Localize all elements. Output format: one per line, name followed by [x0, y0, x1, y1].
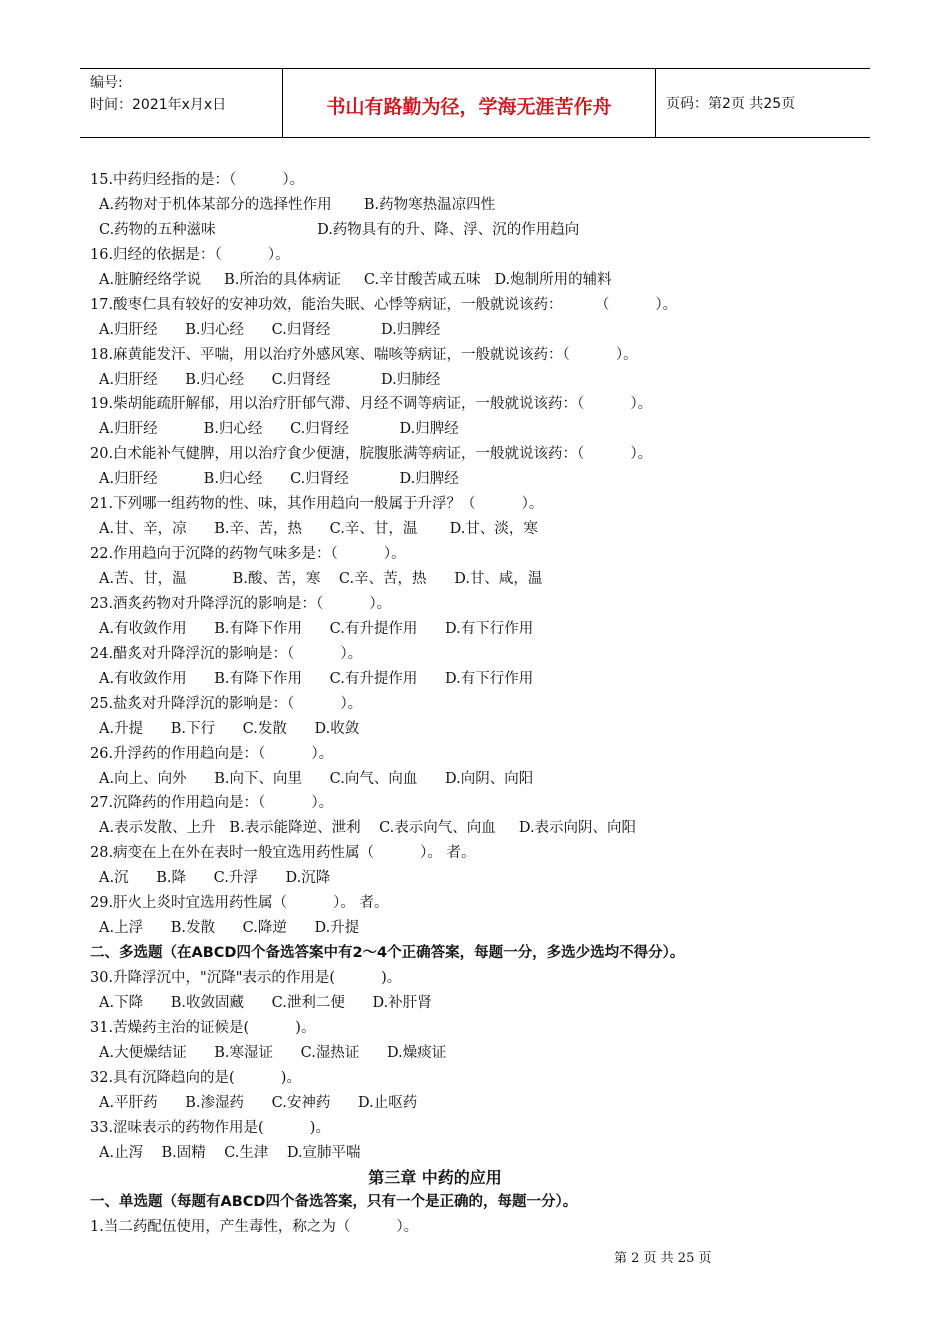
options-line: A.归肝经 B.归心经 C.归肾经 D.归肺经: [99, 371, 441, 388]
document-body: [90, 168, 870, 1240]
options-line: A.归肝经 B.归心经 C.归肾经 D.归脾经: [99, 421, 459, 438]
options-line: A.表示发散、上升 B.表示能降逆、泄利 C.表示向气、向血 D.表示向阴、向阳: [99, 820, 637, 837]
options-line: A.上浮 B.发散 C.降逆 D.升提: [99, 920, 360, 937]
question-line: 30.升降浮沉中，"沉降"表示的作用是( )。: [90, 970, 402, 986]
question-line: 28.病变在上在外在表时一般宜选用药性属（ ）。 者。: [90, 845, 476, 862]
question-line: 16.归经的依据是：（ ）。: [90, 246, 290, 263]
section-heading: 二、多选题（在ABCD四个备选答案中有2～4个正确答案，每题一分，多选少选均不得分）。: [90, 945, 685, 962]
question-line: 19.柴胡能疏肝解郁，用以治疗肝郁气滞、月经不调等病证，一般就说该药：（ ）。: [90, 396, 653, 413]
options-line: A.下降 B.收敛固藏 C.泄利二便 D.补肝肾: [99, 994, 432, 1011]
options-line: A.有收敛作用 B.有降下作用 C.有升提作用 D.有下行作用: [99, 670, 534, 687]
chapter-title: 第三章 中药的应用: [368, 1167, 502, 1187]
header-page-info: 页码：第2页 共25页: [666, 96, 796, 112]
options-line: A.有收敛作用 B.有降下作用 C.有升提作用 D.有下行作用: [99, 620, 534, 637]
question-line: 32.具有沉降趋向的是( )。: [90, 1069, 301, 1086]
question-line: 20.白术能补气健脾，用以治疗食少便溏，脘腹胀满等病证，一般就说该药：（ ）。: [90, 446, 653, 463]
options-line: A.苦、甘，温 B.酸、苦，寒 C.辛、苦，热 D.甘、咸，温: [99, 571, 543, 587]
question-line: 22.作用趋向于沉降的药物气味多是：（ ）。: [90, 546, 406, 563]
question-line: 26.升浮药的作用趋向是：（ ）。: [90, 745, 334, 762]
options-line: C.药物的五种滋味 D.药物具有的升、降、浮、沉的作用趋向: [99, 221, 580, 238]
question-line: 23.酒炙药物对升降浮沉的影响是：（ ）。: [90, 595, 392, 612]
options-line: A.脏腑经络学说 B.所治的具体病证 C.辛甘酸苦咸五味 D.炮制所用的辅料: [99, 271, 612, 288]
question-line: 17.酸枣仁具有较好的安神功效，能治失眠、心悸等病证，一般就说该药： （ ）。: [90, 296, 678, 313]
page-footer: 第 2 页 共 25 页: [614, 1251, 712, 1266]
options-line: A.甘、辛，凉 B.辛、苦，热 C.辛、甘，温 D.甘、淡，寒: [99, 521, 538, 538]
question-line: 1.当二药配伍使用，产生毒性，称之为（ ）。: [90, 1219, 419, 1236]
question-line: 15.中药归经指的是：（ ）。: [90, 172, 305, 188]
options-line: A.归肝经 B.归心经 C.归肾经 D.归脾经: [99, 471, 459, 488]
page-header: [80, 68, 870, 138]
options-line: A.平肝药 B.渗湿药 C.安神药 D.止呕药: [99, 1094, 418, 1111]
options-line: A.药物对于机体某部分的选择性作用 B.药物寒热温凉四性: [99, 196, 496, 213]
options-line: A.大便燥结证 B.寒湿证 C.湿热证 D.燥痰证: [99, 1044, 447, 1061]
question-line: 21.下列哪一组药物的性、味，其作用趋向一般属于升浮？（ ）。: [90, 496, 544, 513]
question-line: 29.肝火上炎时宜选用药性属（ ）。 者。: [90, 895, 389, 912]
question-line: 24.醋炙对升降浮沉的影响是：（ ）。: [90, 645, 363, 662]
options-line: A.沉 B.降 C.升浮 D.沉降: [99, 870, 331, 887]
document-time: 时间：2021年x月x日: [90, 97, 227, 113]
question-line: 25.盐炙对升降浮沉的影响是：（ ）。: [90, 695, 363, 712]
question-line: 33.涩味表示的药物作用是( )。: [90, 1119, 330, 1136]
question-line: 31.苦燥药主治的证候是( )。: [90, 1019, 316, 1036]
options-line: A.归肝经 B.归心经 C.归肾经 D.归脾经: [99, 321, 441, 338]
header-left-cell: [80, 69, 283, 137]
question-line: 18.麻黄能发汗、平喘，用以治疗外感风寒、喘咳等病证，一般就说该药：（ ）。: [90, 346, 638, 363]
document-number-label: 编号:: [90, 75, 123, 91]
section-heading: 一、单选题（每题有ABCD四个备选答案，只有一个是正确的，每题一分）。: [90, 1194, 578, 1211]
options-line: A.升提 B.下行 C.发散 D.收敛: [99, 720, 360, 737]
header-motto: 书山有路勤为径，学海无涯苦作舟: [283, 69, 656, 137]
options-line: A.止泻 B.固精 C.生津 D.宣肺平喘: [99, 1144, 361, 1161]
question-line: 27.沉降药的作用趋向是：（ ）。: [90, 795, 334, 812]
options-line: A.向上、向外 B.向下、向里 C.向气、向血 D.向阴、向阳: [99, 770, 534, 787]
